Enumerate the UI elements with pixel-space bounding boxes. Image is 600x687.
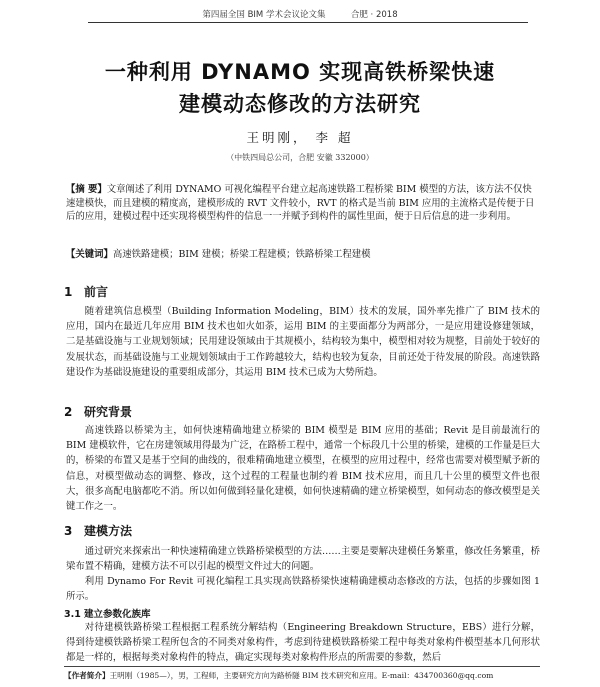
subsection-title: 建立参数化族库 [84, 609, 151, 620]
section-3-paragraph-1: 通过研究来探索出一种快速精确建立铁路桥梁模型的方法……主要是要解决建模任务繁重，修改任务繁重，桥梁布置不精确，建模方法不可以引起的模型文件过大的问题。 [66, 546, 540, 573]
section-number: 1 [64, 285, 73, 299]
footnote-text: 王明刚（1985—），男，工程师，主要研究方向为路桥隧 BIM 技术研究和应用。E-mail：434700360@qq.com [109, 671, 494, 680]
section-number: 2 [64, 405, 73, 419]
section-3-paragraph-2: 利用 Dynamo For Revit 可视化编程工具实现高铁路桥梁快速精确建模动态修改的方法，包括的步骤如图 1 所示。 [66, 576, 540, 603]
paper-title-line2: 建模动态修改的方法研究 [179, 92, 421, 116]
section-heading-1 [64, 283, 108, 300]
running-header [0, 8, 600, 22]
affiliation: （中铁四局总公司，合肥 安徽 332000） [226, 153, 374, 162]
paper-title-line1: 一种利用 DYNAMO 实现高铁桥梁快速 [104, 60, 496, 84]
author-footnote [64, 670, 540, 681]
footnote-label: 【作者简介】 [64, 671, 110, 680]
keywords-text: 高速铁路建模；BIM 建模；桥梁工程建模；铁路桥梁工程建模 [112, 249, 371, 260]
section-heading-3 [64, 522, 132, 539]
header-rule [88, 22, 528, 23]
conference-location: 合肥 · 2018 [350, 10, 398, 20]
section-heading-2 [64, 403, 132, 420]
subsection-heading-3-1 [64, 606, 151, 620]
section-title: 前言 [84, 285, 109, 299]
footnote-rule [64, 666, 540, 667]
abstract-label: 【摘 要】 [66, 184, 107, 195]
conference-name: 第四届全国 BIM 学术会议论文集 [202, 10, 326, 20]
keywords [66, 246, 540, 260]
section-1-paragraph: 随着建筑信息模型（Building Information Modeling，BIM）技术的发展，国外率先推广了 BIM 技术的应用，国内在最近几年应用 BIM 技术也如火如荼，运用 BIM 的主要面都分为两部分，一是应用建设修建领域，二是基础设施与工业规划领域；民用建设领域由于其规模小，结构较为集中，模型相对较为规整，目前处于较好的发展状态，而基础设施与工业规划领域由于工作跨越较大，结构也较为复杂，目前还处于待发展的阶段。高速铁路建设作为基础设施建设的重要组成部分，其运用 BIM 技术已成为大势所趋。 [66, 306, 540, 378]
section-number: 3 [64, 524, 73, 538]
subsection-3-1-paragraph: 对待建模铁路桥梁工程根据工程系统分解结构（Engineering Breakdown Structure，EBS）进行分解，得到待建模铁路桥梁工程所包含的不同类对象构件，考虑到待建模铁路桥梁工程中每类对象构件模型基本几何形状都是一样的，根据每类对象构件的特点，确定实现每类对象构件形点的所需要的参数，然后 [66, 622, 540, 664]
abstract-text: 文章阐述了利用 DYNAMO 可视化编程平台建立起高速铁路工程桥梁 BIM 模型的方法，该方法不仅快速建模快，而且建模的精度高，建模形成的 RVT 文件较小，RVT 的格式是当前 BIM 应用的主流格式是传便于日后的应用，建模过程中还实现将模型构件的信息一一并赋予到构件的属性里面，便于日后信息的进一步利用。 [66, 184, 535, 223]
section-2-paragraph: 高速铁路以桥梁为主，如何快速精确地建立桥梁的 BIM 模型是 BIM 应用的基础；Revit 是目前最流行的 BIM 建模软件，它在房建领域用得最为广泛，在路桥工程中，通常一个标段几十公里的桥梁，建模的工作量是巨大的，桥梁的布置又是基于空间的曲线的，很难精确地建立模型，在模型的应用过程中，经常也需要对模型赋予新的信息，对模型做动态的调整、修改，这个过程的工程量也制约着 BIM 技术应用，而且几十公里的模型文件也很大，很多高配电脑都吃不消。所以如何做到轻量化建模，如何快速精确的建立桥梁模型，如何动态的修改模型是关键工作之一。 [66, 425, 540, 513]
abstract [66, 183, 540, 224]
section-title: 研究背景 [84, 405, 133, 419]
section-title: 建模方法 [84, 524, 133, 538]
subsection-number: 3.1 [64, 609, 81, 620]
keywords-label: 【关键词】 [66, 249, 113, 260]
authors: 王明刚， 李 超 [246, 130, 354, 145]
